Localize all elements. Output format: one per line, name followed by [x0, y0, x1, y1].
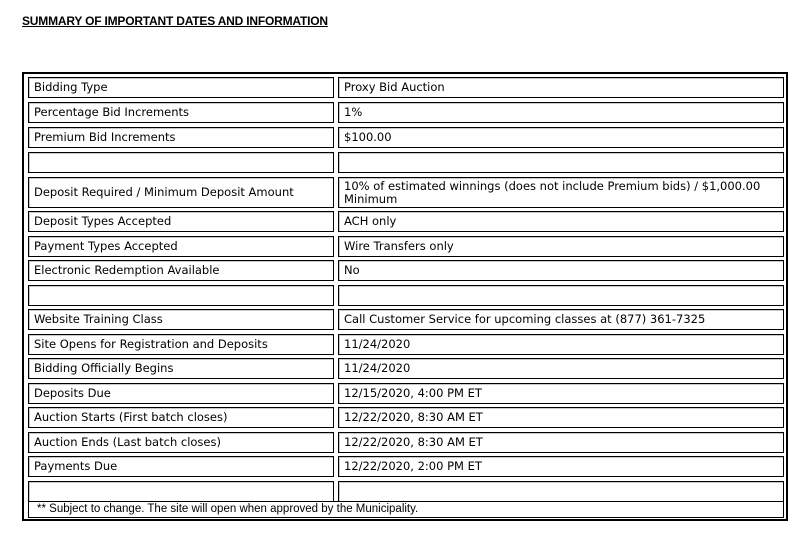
row-label — [28, 152, 334, 173]
row-label: Percentage Bid Increments — [28, 102, 334, 123]
row-label: Site Opens for Registration and Deposits — [28, 334, 334, 355]
row-value: 11/24/2020 — [338, 334, 784, 355]
row-value: ACH only — [338, 211, 784, 232]
row-value: 12/22/2020, 8:30 AM ET — [338, 407, 784, 428]
table-row — [28, 407, 784, 428]
row-value — [338, 152, 784, 173]
row-value: 11/24/2020 — [338, 358, 784, 379]
table-row — [28, 127, 784, 148]
row-value: $100.00 — [338, 127, 784, 148]
row-label: Bidding Type — [28, 77, 334, 98]
row-value: Wire Transfers only — [338, 236, 784, 257]
table-row — [28, 102, 784, 123]
table-row-empty — [28, 285, 784, 306]
row-label: Auction Ends (Last batch closes) — [28, 432, 334, 453]
table-row — [28, 383, 784, 404]
row-value: No — [338, 260, 784, 281]
row-value: Proxy Bid Auction — [338, 77, 784, 98]
row-label: Deposit Types Accepted — [28, 211, 334, 232]
table-row — [28, 77, 784, 98]
row-label: Deposit Required / Minimum Deposit Amount — [28, 177, 334, 208]
row-label: Website Training Class — [28, 309, 334, 330]
row-value: 1% — [338, 102, 784, 123]
table-row — [28, 432, 784, 453]
table-row — [28, 236, 784, 257]
row-label: Deposits Due — [28, 383, 334, 404]
table-row — [28, 456, 784, 477]
row-value: 12/15/2020, 4:00 PM ET — [338, 383, 784, 404]
table-row — [28, 334, 784, 355]
table-row — [28, 309, 784, 330]
table-row-empty — [28, 481, 784, 502]
footnote: ** Subject to change. The site will open when approved by the Municipality. — [28, 501, 784, 518]
row-value: 12/22/2020, 2:00 PM ET — [338, 456, 784, 477]
row-value: Call Customer Service for upcoming classes at (877) 361-7325 — [338, 309, 784, 330]
row-label: Auction Starts (First batch closes) — [28, 407, 334, 428]
row-label — [28, 481, 334, 502]
row-label: Payments Due — [28, 456, 334, 477]
table-row — [28, 260, 784, 281]
row-value — [338, 285, 784, 306]
row-label: Premium Bid Increments — [28, 127, 334, 148]
table-row — [28, 177, 784, 208]
row-label: Electronic Redemption Available — [28, 260, 334, 281]
table-row — [28, 211, 784, 232]
summary-table — [22, 72, 788, 521]
row-label: Bidding Officially Begins — [28, 358, 334, 379]
row-label: Payment Types Accepted — [28, 236, 334, 257]
row-value — [338, 481, 784, 502]
table-row — [28, 358, 784, 379]
row-label — [28, 285, 334, 306]
row-value: 12/22/2020, 8:30 AM ET — [338, 432, 784, 453]
table-row-empty — [28, 152, 784, 173]
page-title: SUMMARY OF IMPORTANT DATES AND INFORMATION — [22, 14, 328, 28]
row-value: 10% of estimated winnings (does not include Premium bids) / $1,000.00 Minimum — [338, 177, 784, 208]
